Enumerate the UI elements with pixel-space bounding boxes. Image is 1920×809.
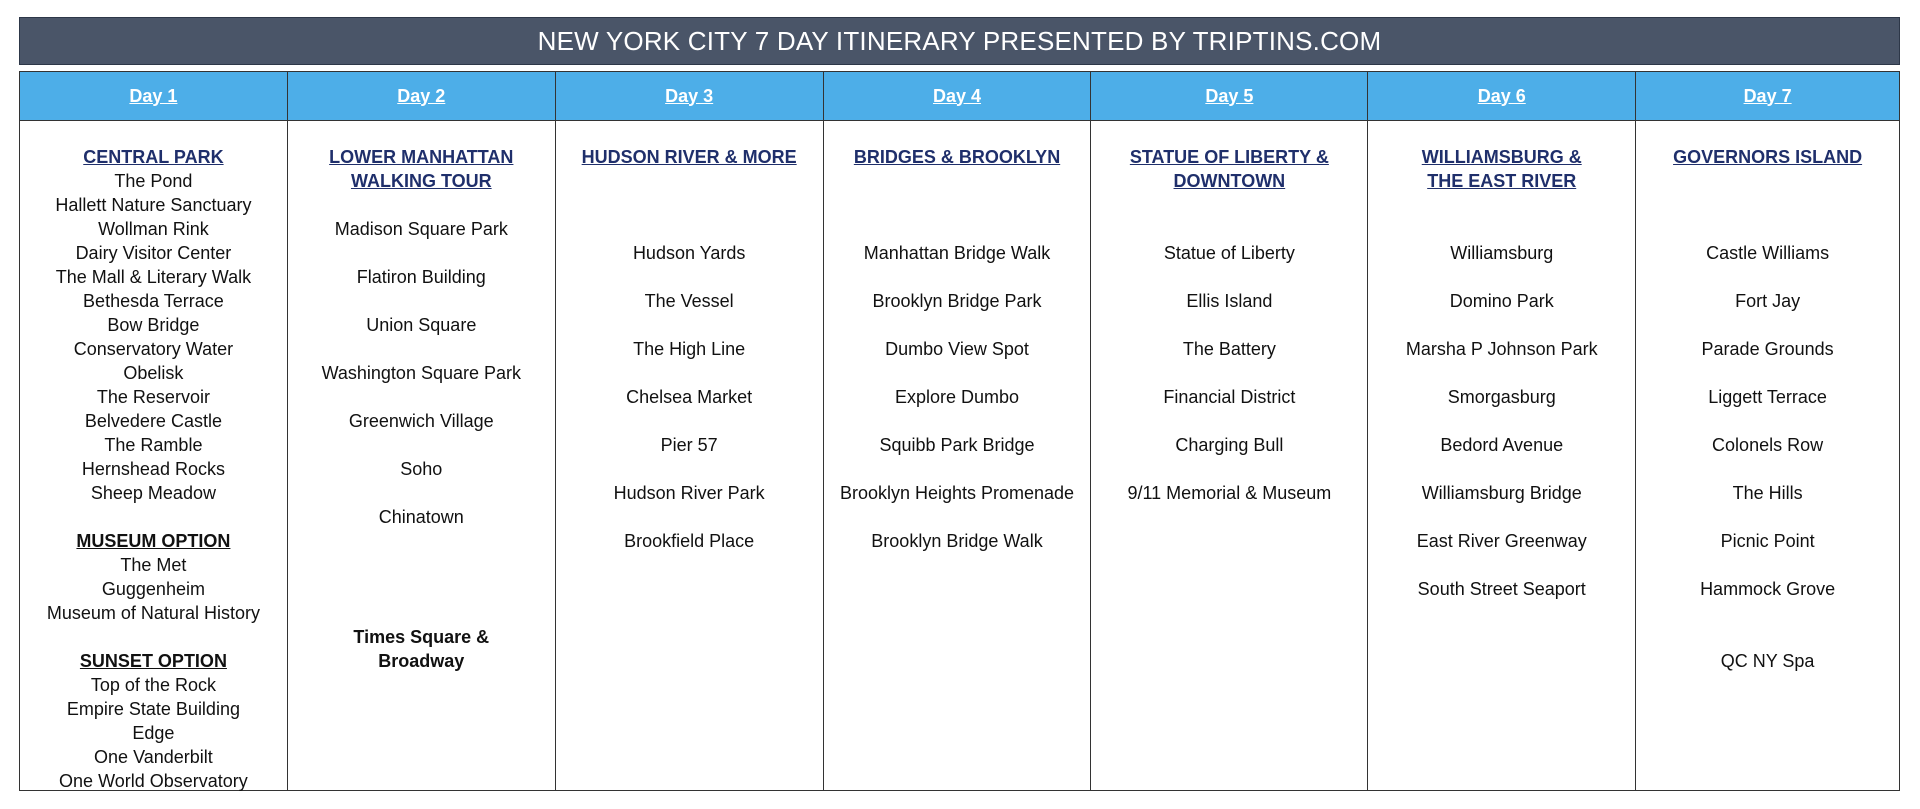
day-header[interactable]: Day 2: [288, 72, 555, 121]
list-item: Hudson River Park: [613, 483, 765, 503]
day-body: [824, 121, 1091, 790]
section-title: GOVERNORS ISLAND: [1673, 147, 1863, 167]
list-item: Brookfield Place: [624, 531, 755, 551]
day-body: [20, 121, 287, 790]
list-item: Museum of Natural History: [46, 603, 260, 623]
list-item: Chinatown: [378, 507, 464, 527]
list-item: Dumbo View Spot: [885, 339, 1029, 359]
list-item: Brooklyn Bridge Park: [872, 291, 1042, 311]
list-item: Conservatory Water: [73, 339, 234, 359]
extra-activity: QC NY Spa: [1720, 651, 1815, 671]
list-item: The Pond: [114, 171, 193, 191]
list-item: Liggett Terrace: [1708, 387, 1827, 407]
list-item: The Mall & Literary Walk: [55, 267, 252, 287]
page-title: NEW YORK CITY 7 DAY ITINERARY PRESENTED BY TRIPTINS.COM: [19, 17, 1900, 65]
list-item: Bow Bridge: [107, 315, 200, 335]
list-item: Greenwich Village: [348, 411, 494, 431]
list-item: 9/11 Memorial & Museum: [1127, 483, 1332, 503]
list-item: Wollman Rink: [98, 219, 209, 239]
list-item: Fort Jay: [1735, 291, 1801, 311]
day-column-5: [1091, 72, 1368, 791]
list-item: The Reservoir: [96, 387, 210, 407]
extra-activity: Times Square &: [353, 627, 490, 647]
list-item: Charging Bull: [1175, 435, 1284, 455]
day-header[interactable]: Day 3: [556, 72, 823, 121]
list-item: One Vanderbilt: [94, 747, 213, 767]
day-column-6: [1368, 72, 1636, 791]
list-item: Hallett Nature Sanctuary: [55, 195, 252, 215]
list-item: The Battery: [1182, 339, 1276, 359]
section-title: WALKING TOUR: [350, 171, 492, 191]
list-item: Washington Square Park: [321, 363, 522, 383]
list-item: Explore Dumbo: [894, 387, 1020, 407]
list-item: Manhattan Bridge Walk: [863, 243, 1051, 263]
list-item: Marsha P Johnson Park: [1405, 339, 1598, 359]
list-item: The Vessel: [644, 291, 734, 311]
list-item: Squibb Park Bridge: [879, 435, 1035, 455]
list-item: Parade Grounds: [1701, 339, 1834, 359]
list-item: Financial District: [1163, 387, 1296, 407]
list-item: Edge: [132, 723, 175, 743]
section-title: LOWER MANHATTAN: [329, 147, 514, 167]
list-item: Dairy Visitor Center: [75, 243, 232, 263]
list-item: Colonels Row: [1712, 435, 1824, 455]
itinerary-sheet: [19, 17, 1900, 791]
day-body: [288, 121, 555, 790]
list-item: Flatiron Building: [356, 267, 486, 287]
list-item: Statue of Liberty: [1163, 243, 1295, 263]
list-item: Madison Square Park: [334, 219, 508, 239]
list-item: East River Greenway: [1416, 531, 1587, 551]
list-item: Picnic Point: [1720, 531, 1815, 551]
list-item: Pier 57: [660, 435, 718, 455]
list-item: The High Line: [633, 339, 746, 359]
list-item: Brooklyn Bridge Walk: [871, 531, 1043, 551]
list-item: Hernshead Rocks: [81, 459, 225, 479]
list-item: Bethesda Terrace: [83, 291, 224, 311]
list-item: South Street Seaport: [1417, 579, 1586, 599]
list-item: The Ramble: [104, 435, 203, 455]
list-item: Ellis Island: [1186, 291, 1273, 311]
day-header[interactable]: Day 6: [1368, 72, 1635, 121]
list-item: Bedord Avenue: [1440, 435, 1564, 455]
section-title: STATUE OF LIBERTY &: [1129, 147, 1329, 167]
day-column-7: [1636, 72, 1900, 791]
list-item: Williamsburg Bridge: [1421, 483, 1582, 503]
section-title: WILLIAMSBURG &: [1421, 147, 1582, 167]
list-item: Sheep Meadow: [90, 483, 216, 503]
section-title: HUDSON RIVER & MORE: [581, 147, 797, 167]
list-item: The Met: [120, 555, 187, 575]
day-column-1: [20, 72, 288, 791]
day-header[interactable]: Day 4: [824, 72, 1091, 121]
list-item: Belvedere Castle: [84, 411, 222, 431]
list-item: Brooklyn Heights Promenade: [839, 483, 1075, 503]
day-header[interactable]: Day 5: [1091, 72, 1367, 121]
list-item: Hammock Grove: [1700, 579, 1836, 599]
list-item: Guggenheim: [101, 579, 205, 599]
day-header[interactable]: Day 1: [20, 72, 287, 121]
extra-activity: Broadway: [378, 651, 465, 671]
list-item: Soho: [400, 459, 443, 479]
list-item: The Hills: [1732, 483, 1803, 503]
list-item: Union Square: [366, 315, 477, 335]
sunset-option-title: SUNSET OPTION: [79, 651, 227, 671]
section-title: THE EAST RIVER: [1427, 171, 1577, 191]
day-body: [1636, 121, 1899, 790]
day-body: [1368, 121, 1635, 790]
list-item: Chelsea Market: [626, 387, 753, 407]
day-body: [1091, 121, 1367, 790]
list-item: Obelisk: [123, 363, 184, 383]
day-column-4: [824, 72, 1092, 791]
list-item: Top of the Rock: [90, 675, 216, 695]
section-title: DOWNTOWN: [1173, 171, 1286, 191]
list-item: Domino Park: [1449, 291, 1554, 311]
museum-option-title: MUSEUM OPTION: [76, 531, 231, 551]
section-title: BRIDGES & BROOKLYN: [853, 147, 1061, 167]
list-item: Hudson Yards: [632, 243, 746, 263]
list-item: Castle Williams: [1706, 243, 1830, 263]
day-header[interactable]: Day 7: [1636, 72, 1899, 121]
list-item: Smorgasburg: [1447, 387, 1556, 407]
day-column-2: [288, 72, 556, 791]
day-body: [556, 121, 823, 790]
list-item: Williamsburg: [1450, 243, 1554, 263]
day-column-3: [556, 72, 824, 791]
section-title: CENTRAL PARK: [83, 147, 224, 167]
list-item: Empire State Building: [66, 699, 240, 719]
itinerary-grid: [19, 71, 1900, 791]
list-item: One World Observatory: [59, 771, 248, 791]
